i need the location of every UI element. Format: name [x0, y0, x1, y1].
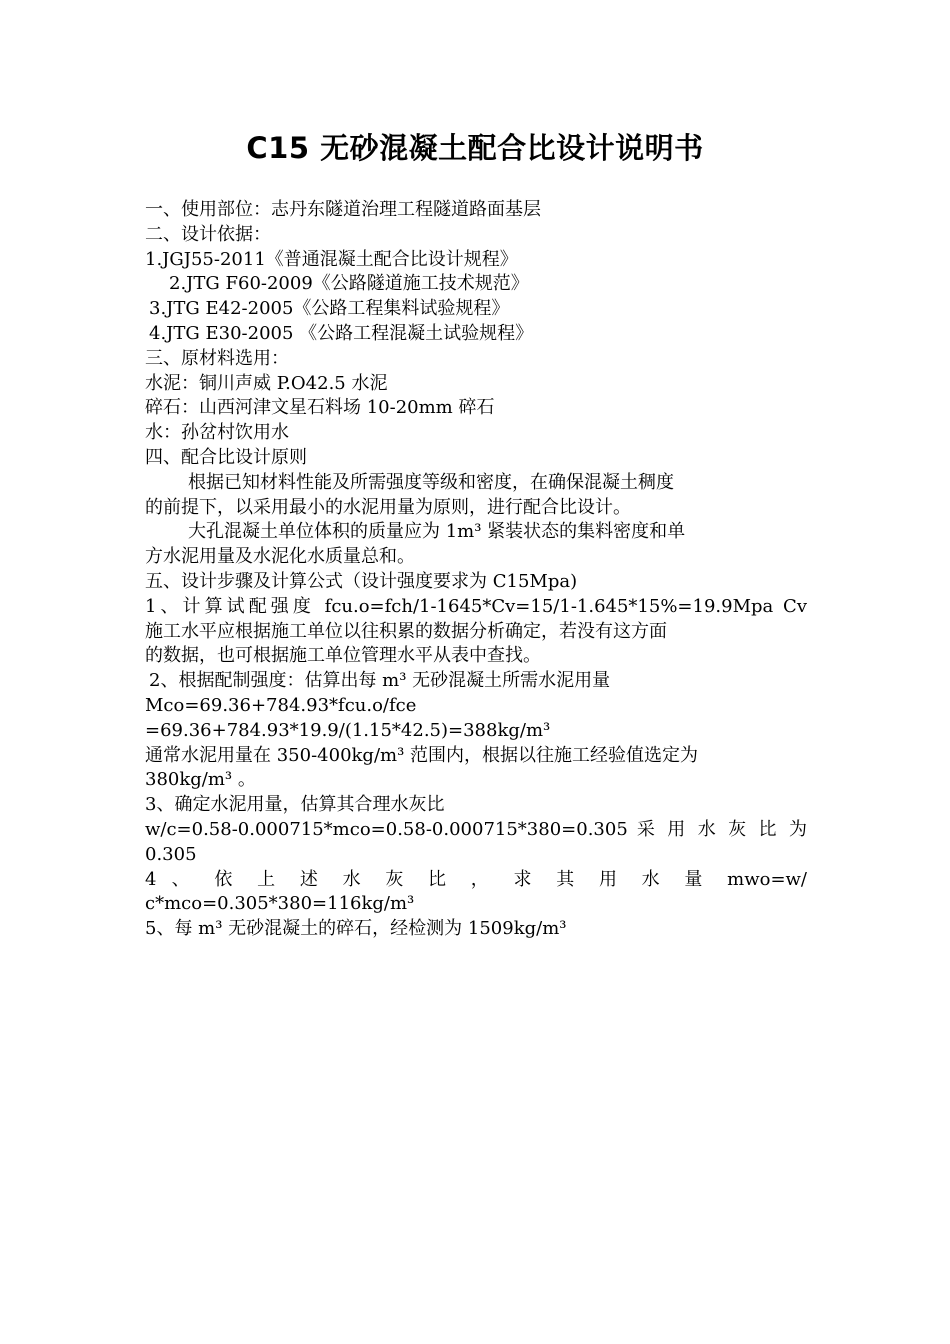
- basis-item-3: 3.JTG E42-2005《公路工程集料试验规程》: [149, 298, 510, 320]
- step-3-line-1: 3、确定水泥用量，估算其合理水灰比: [145, 794, 445, 816]
- step-2-formula-1: Mco=69.36+784.93*fcu.o/fce: [145, 694, 417, 716]
- document-title: C15 无砂混凝土配合比设计说明书: [246, 131, 704, 165]
- step-1-line-3: 的数据，也可根据施工单位管理水平从表中查找。: [145, 645, 541, 667]
- principle-paragraph-2-line-2: 方水泥用量及水泥化水质量总和。: [145, 546, 415, 568]
- material-cement: 水泥：铜川声威 P.O42.5 水泥: [145, 372, 388, 394]
- step-2-line-1: 2、根据配制强度：估算出每 m³ 无砂混凝土所需水泥用量: [149, 670, 611, 692]
- principle-paragraph-1-line-2: 的前提下，以采用最小的水泥用量为原则，进行配合比设计。: [145, 496, 631, 518]
- step-3-line-3: 0.305: [145, 843, 197, 865]
- section-materials-heading: 三、原材料选用：: [145, 347, 289, 369]
- section-principle-heading: 四、配合比设计原则: [145, 446, 307, 468]
- principle-paragraph-1-line-1: 根据已知材料性能及所需强度等级和密度，在确保混凝土稠度: [188, 471, 674, 493]
- principle-paragraph-2-line-1: 大孔混凝土单位体积的质量应为 1m³ 紧装状态的集料密度和单: [188, 521, 686, 543]
- step-2-line-5: 380kg/m³ 。: [145, 769, 256, 791]
- step-1-line-2: 施工水平应根据施工单位以往积累的数据分析确定，若没有这方面: [145, 620, 667, 642]
- material-water: 水：孙岔村饮用水: [145, 422, 289, 444]
- step-3-line-2: w/c=0.58-0.000715*mco=0.58-0.000715*380=0.305 采 用 水 灰 比 为: [145, 818, 807, 840]
- section-basis-heading: 二、设计依据：: [145, 223, 271, 245]
- basis-item-2: 2.JTG F60-2009《公路隧道施工技术规范》: [169, 273, 529, 295]
- step-2-formula-2: =69.36+784.93*19.9/(1.15*42.5)=388kg/m³: [145, 719, 551, 741]
- step-1-line-1: 1、计算试配强度 fcu.o=fch/1-1645*Cv=15/1-1.645*15%=19.9Mpa Cv: [145, 595, 807, 617]
- basis-item-4: 4.JTG E30-2005 《公路工程混凝土试验规程》: [149, 322, 534, 344]
- material-aggregate: 碎石：山西河津文星石料场 10-20mm 碎石: [145, 397, 495, 419]
- section-steps-heading: 五、设计步骤及计算公式（设计强度要求为 C15Mpa): [145, 570, 578, 592]
- section-usage: 一、使用部位：志丹东隧道治理工程隧道路面基层: [145, 199, 541, 220]
- step-4-line-1: 4 、 依 上 述 水 灰 比 ， 求 其 用 水 量 mwo=w/: [145, 868, 807, 890]
- step-5-line-1: 5、每 m³ 无砂混凝土的碎石，经检测为 1509kg/m³: [145, 918, 567, 940]
- step-4-line-2: c*mco=0.305*380=116kg/m³: [145, 893, 415, 915]
- document-body: [145, 198, 807, 942]
- step-2-line-4: 通常水泥用量在 350-400kg/m³ 范围内，根据以往施工经验值选定为: [145, 744, 699, 766]
- basis-item-1: 1.JGJ55-2011《普通混凝土配合比设计规程》: [145, 248, 518, 270]
